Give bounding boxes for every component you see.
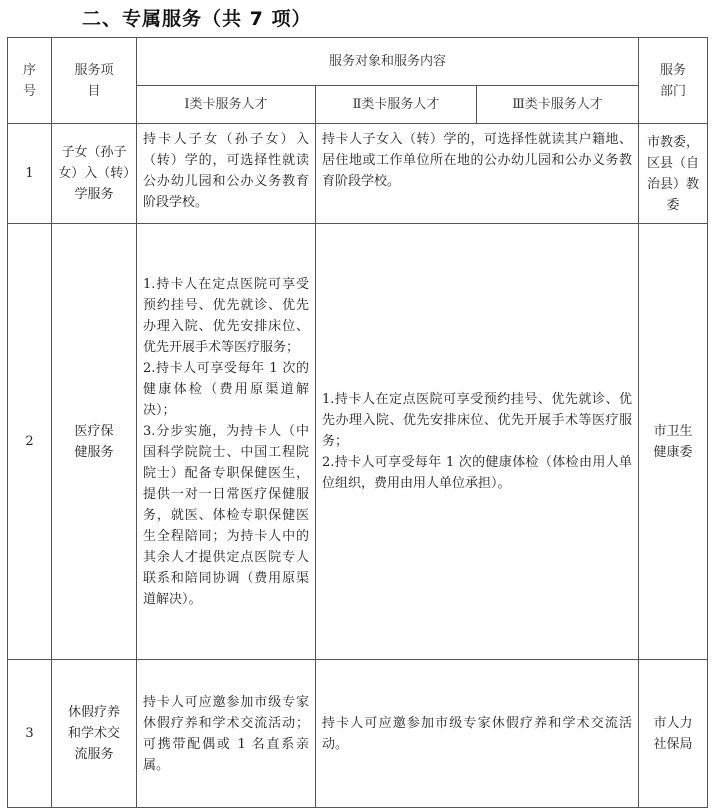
row-class1-content xyxy=(137,224,316,660)
table-row xyxy=(8,660,708,808)
list-item: 2.持卡人可享受每年 1 次的健康体检（费用原渠道解决）； xyxy=(143,360,309,418)
row-dept: 市卫生健康委 xyxy=(639,224,708,660)
header-class1: Ⅰ类卡服务人才 xyxy=(137,86,316,124)
table-row xyxy=(8,224,708,660)
row-class23-content: 持卡人可应邀参加市级专家休假疗养和学术交流活动。 xyxy=(316,660,639,808)
header-no: 序号 xyxy=(8,38,52,124)
row-no: 3 xyxy=(8,660,52,808)
header-dept: 服务部门 xyxy=(639,38,708,124)
page-title: 二、专属服务（共 7 项） xyxy=(82,8,312,30)
row-item: 医疗保健服务 xyxy=(52,224,137,660)
list-item: 3.分步实施，为持卡人（中国科学院院士、中国工程院院士）配备专职保健医生，提供一对一日常医疗保健服务，就医、体检专职保健医生全程陪同；为持卡人中的其余人才提供定点医院专人联系和陪同协调（费用原渠道解决）。 xyxy=(143,423,309,607)
header-content-group: 服务对象和服务内容 xyxy=(137,38,639,86)
row-item: 休假疗养和学术交流服务 xyxy=(52,660,137,808)
header-class3: Ⅲ类卡服务人才 xyxy=(477,86,639,124)
table-row xyxy=(8,124,708,224)
list-item: 2.持卡人可享受每年 1 次的健康体检（体检由用人单位组织，费用由用人单位承担）。 xyxy=(322,455,633,491)
header-row xyxy=(8,38,708,86)
row-item: 子女（孙子女）入（转）学服务 xyxy=(52,124,137,224)
row-no: 2 xyxy=(8,224,52,660)
services-table xyxy=(7,37,708,808)
header-class2: Ⅱ类卡服务人才 xyxy=(316,86,477,124)
list-item: 1.持卡人在定点医院可享受预约挂号、优先就诊、优先办理入院、优先安排床位、优先开展手术等医疗服务； xyxy=(143,276,309,355)
row-dept: 市人力社保局 xyxy=(639,660,708,808)
row-class1-content: 持卡人可应邀参加市级专家休假疗养和学术交流活动；可携带配偶或 1 名直系亲属。 xyxy=(137,660,316,808)
row-class23-content: 持卡人子女入（转）学的，可选择性就读其户籍地、居住地或工作单位所在地的公办幼儿园和公办义务教育阶段学校。 xyxy=(316,124,639,224)
row-class1-content: 持卡人子女（孙子女）入（转）学的，可选择性就读公办幼儿园和公办义务教育阶段学校。 xyxy=(137,124,316,224)
row-dept: 市教委，区县（自治县）教委 xyxy=(639,124,708,224)
list-item: 1.持卡人在定点医院可享受预约挂号、优先就诊、优先办理入院、优先安排床位、优先开展手术等医疗服务； xyxy=(322,392,633,449)
row-class23-content xyxy=(316,224,639,660)
header-item: 服务项目 xyxy=(52,38,137,124)
row-no: 1 xyxy=(8,124,52,224)
